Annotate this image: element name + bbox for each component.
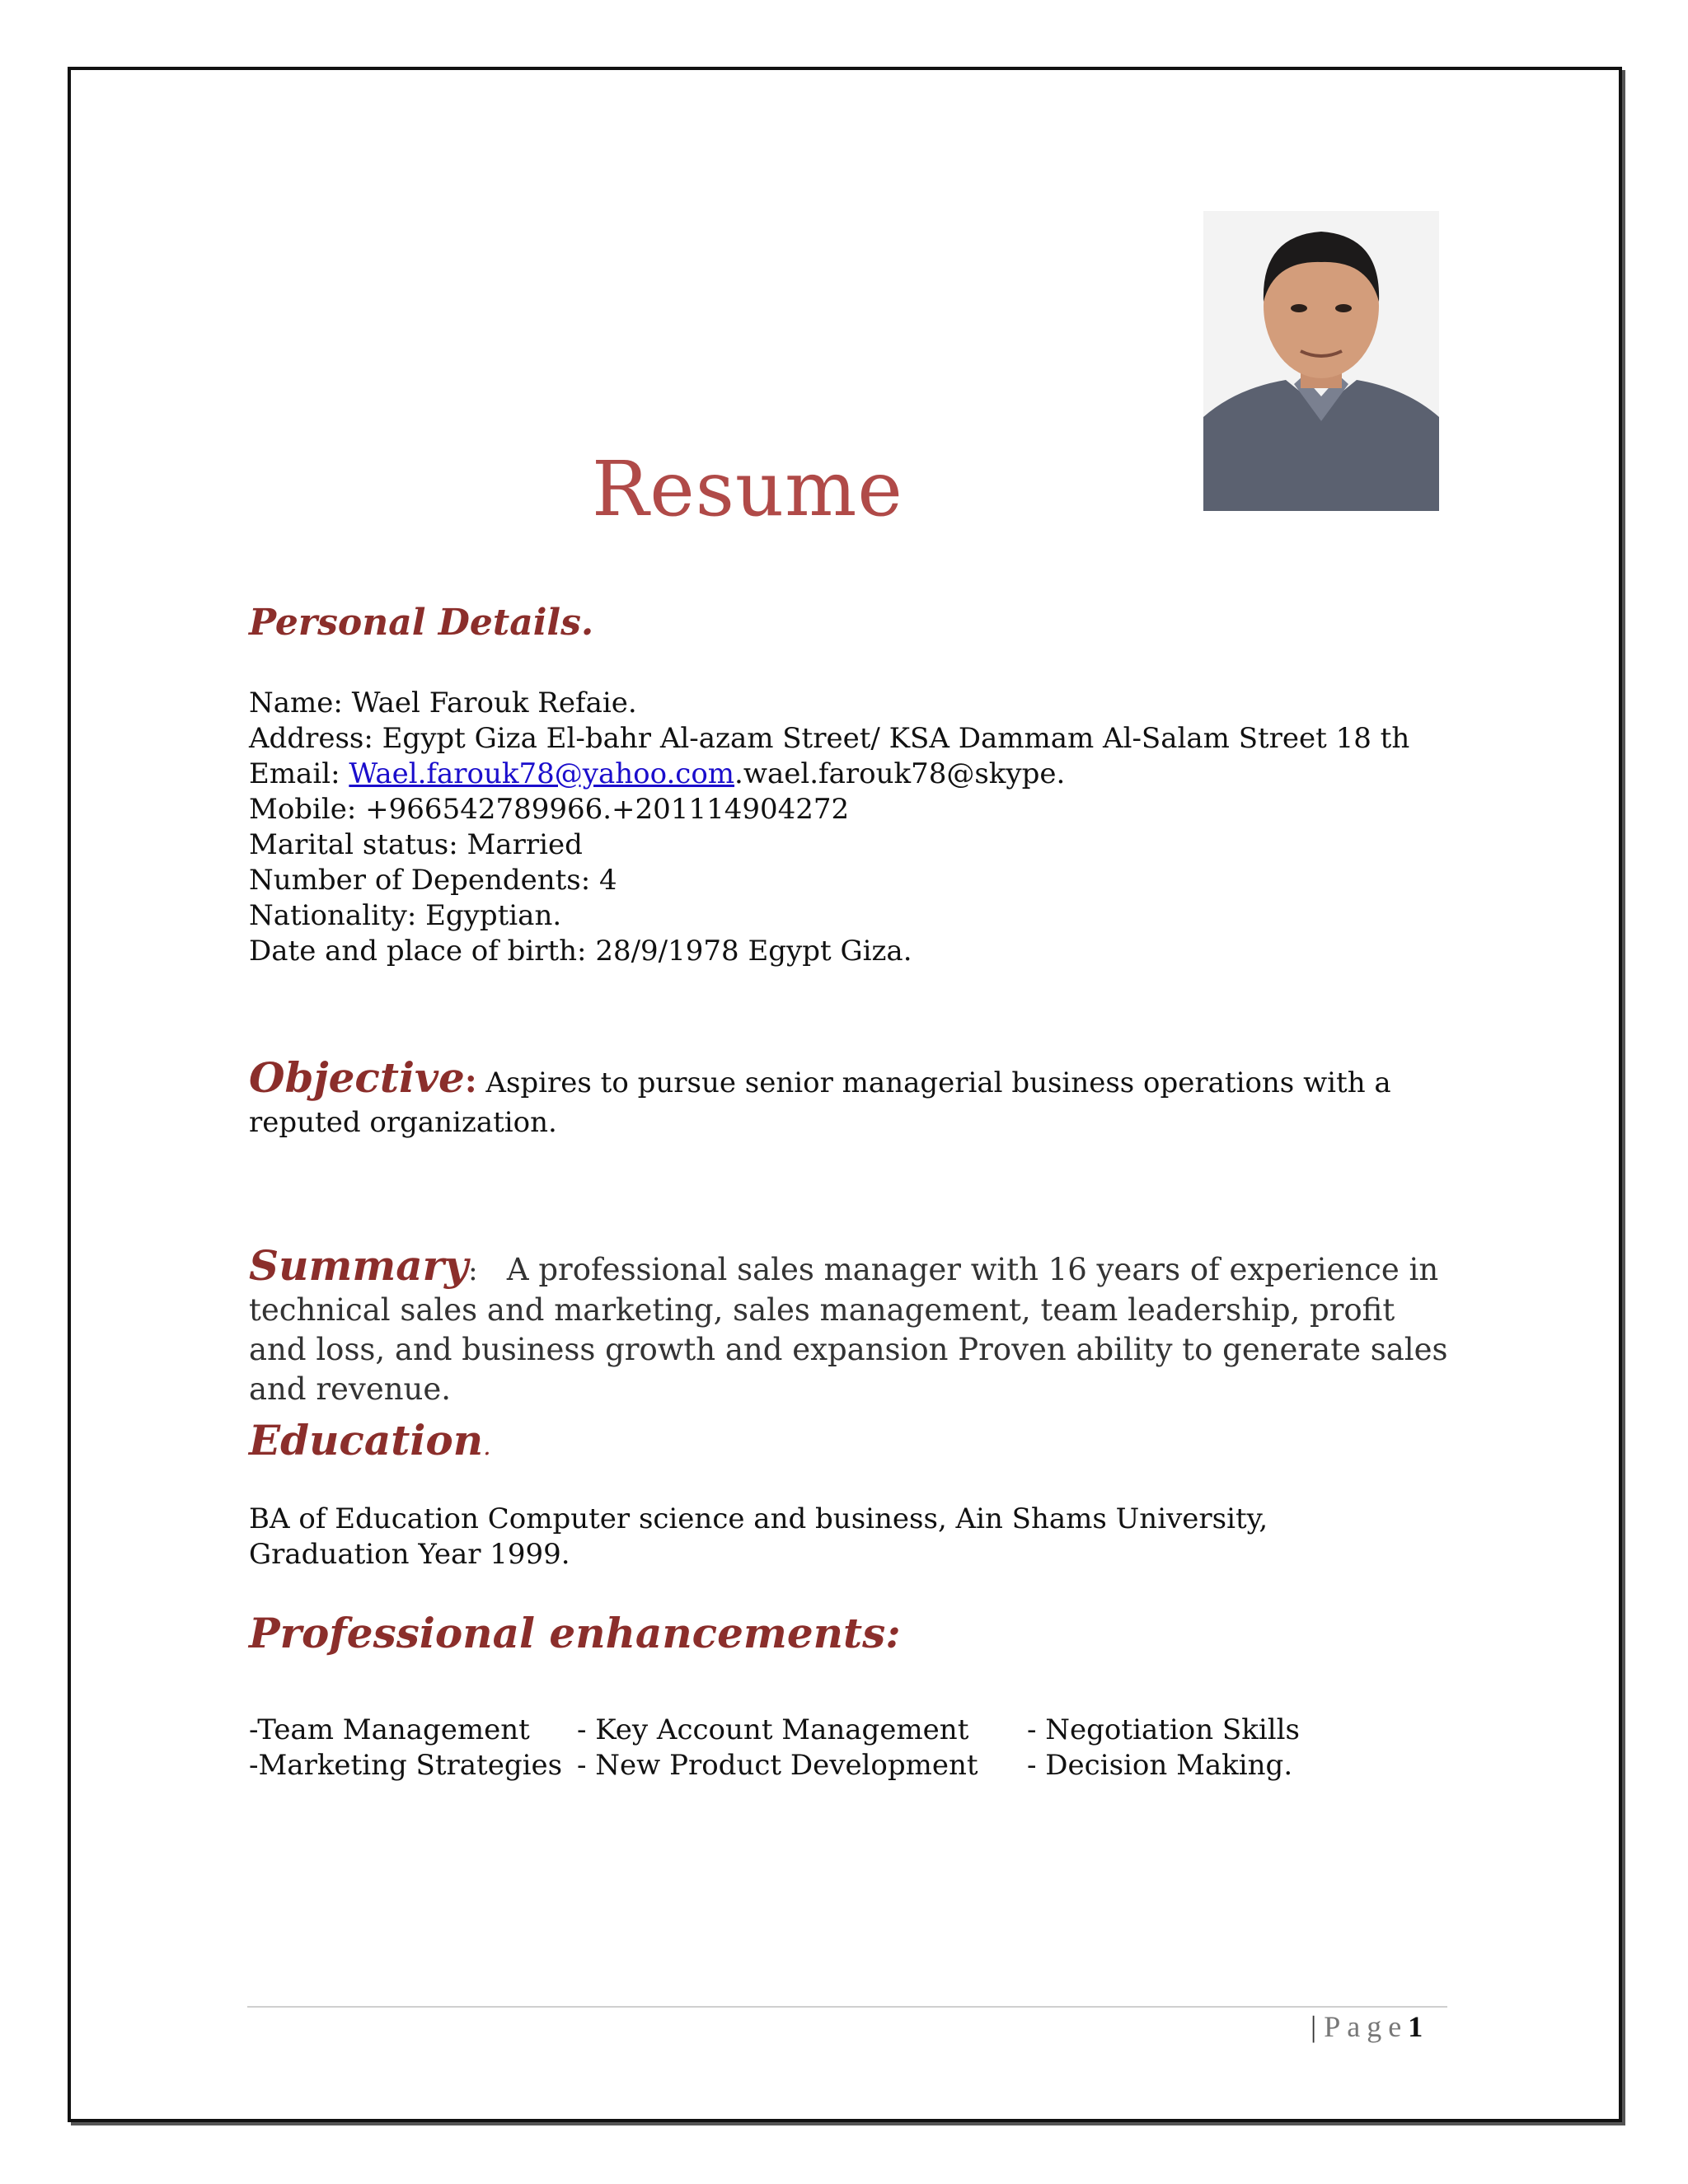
marital-status-line: Marital status: Married bbox=[249, 828, 583, 861]
summary-section bbox=[249, 1241, 1452, 1409]
resume-title: Resume bbox=[592, 445, 903, 533]
skill-item: - Negotiation Skills bbox=[1027, 1713, 1300, 1746]
name-line: Name: Wael Farouk Refaie. bbox=[249, 687, 637, 719]
page-footer bbox=[1311, 2009, 1423, 2044]
professional-enhancements-heading: Professional enhancements: bbox=[249, 1609, 901, 1657]
skill-item: - New Product Development bbox=[577, 1749, 978, 1782]
skill-item: - Key Account Management bbox=[577, 1713, 969, 1746]
objective-separator: : bbox=[464, 1062, 477, 1100]
address-line: Address: Egypt Giza El-bahr Al-azam Street/ KSA Dammam Al-Salam Street 18 th bbox=[249, 722, 1410, 755]
skill-item: - Decision Making. bbox=[1027, 1749, 1293, 1782]
summary-heading: Summary bbox=[249, 1241, 469, 1290]
dependents-line: Number of Dependents: 4 bbox=[249, 864, 617, 897]
education-heading-text: Education bbox=[249, 1416, 484, 1465]
education-heading-dot: . bbox=[483, 1432, 491, 1461]
education-text: BA of Education Computer science and business, Ain Shams University, Graduation Year 1999. bbox=[249, 1502, 1268, 1571]
skills-row bbox=[249, 1748, 1444, 1783]
skills-row bbox=[249, 1713, 1444, 1748]
mobile-line: Mobile: +966542789966.+201114904272 bbox=[249, 793, 850, 826]
page-number: 1 bbox=[1408, 2010, 1423, 2043]
email-link[interactable]: Wael.farouk78@yahoo.com bbox=[349, 757, 735, 790]
education-heading bbox=[249, 1416, 491, 1465]
email-line bbox=[249, 757, 1409, 792]
skill-item: -Marketing Strategies bbox=[249, 1749, 563, 1782]
personal-details bbox=[249, 686, 1409, 969]
footer-bar: | bbox=[1311, 2010, 1325, 2043]
personal-details-heading: Personal Details. bbox=[249, 602, 594, 644]
objective-heading: Objective bbox=[249, 1053, 465, 1102]
summary-text: A professional sales manager with 16 years of experience in technical sales and marketing, sales management, team leadership, profit and loss, and business growth and expansion Proven ability to generate sales and revenue. bbox=[249, 1252, 1448, 1407]
email-label: Email: bbox=[249, 757, 349, 790]
summary-separator: : bbox=[468, 1254, 478, 1287]
objective-text: Aspires to pursue senior managerial business operations with a reputed organization. bbox=[249, 1066, 1391, 1139]
nationality-line: Nationality: Egyptian. bbox=[249, 899, 562, 932]
footer-page-word: Page bbox=[1324, 2010, 1409, 2043]
skills-table bbox=[249, 1713, 1444, 1783]
birth-line: Date and place of birth: 28/9/1978 Egypt Giza. bbox=[249, 935, 912, 968]
profile-photo-svg bbox=[1203, 211, 1439, 511]
footer-divider bbox=[247, 2006, 1447, 2008]
objective-section bbox=[249, 1053, 1436, 1142]
profile-photo bbox=[1203, 211, 1439, 511]
skype-text: .wael.farouk78@skype. bbox=[734, 757, 1066, 790]
skill-item: -Team Management bbox=[249, 1713, 530, 1746]
